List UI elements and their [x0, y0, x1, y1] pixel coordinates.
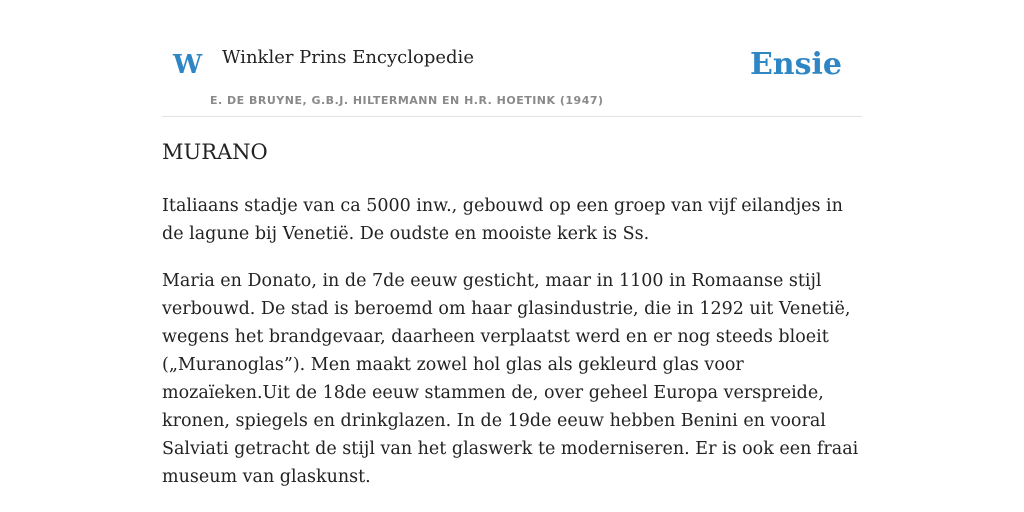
encyclopedia-logo[interactable]: W — [173, 50, 203, 80]
ensie-logo-link[interactable]: Ensie — [749, 47, 842, 82]
entry-title: MURANO — [162, 140, 268, 164]
page — [162, 0, 862, 487]
source-authors: E. DE BRUYNE, G.B.J. HILTERMANN EN H.R. HOETINK (1947) — [210, 94, 604, 107]
entry-paragraph: Italiaans stadje van ca 5000 inw., gebouwd op een groep van vijf eilandjes in de lagune bij Venetië. De oudste en mooiste kerk is Ss. — [162, 196, 843, 244]
header — [162, 0, 862, 117]
entry-paragraph: Maria en Donato, in de 7de eeuw gesticht, maar in 1100 in Romaanse stijl verbouwd. De stad is beroemd om haar glasindustrie, die in 1292 uit Venetië, wegens het brandgevaar, daarheen verplaatst werd en er nog steeds bloeit („Muranoglas”). Men maakt zowel hol glas als gekleurd glas voor mozaïeken.Uit de 18de eeuw stammen de, over geheel Europa verspreide, kronen, spiegels en drinkglazen. In de 19de eeuw hebben Benini en vooral Salviati getracht de stijl van het glaswerk te moderniseren. Er is ook een fraai museum van glaskunst. — [162, 271, 859, 487]
source-title[interactable]: Winkler Prins Encyclopedie — [222, 47, 474, 68]
